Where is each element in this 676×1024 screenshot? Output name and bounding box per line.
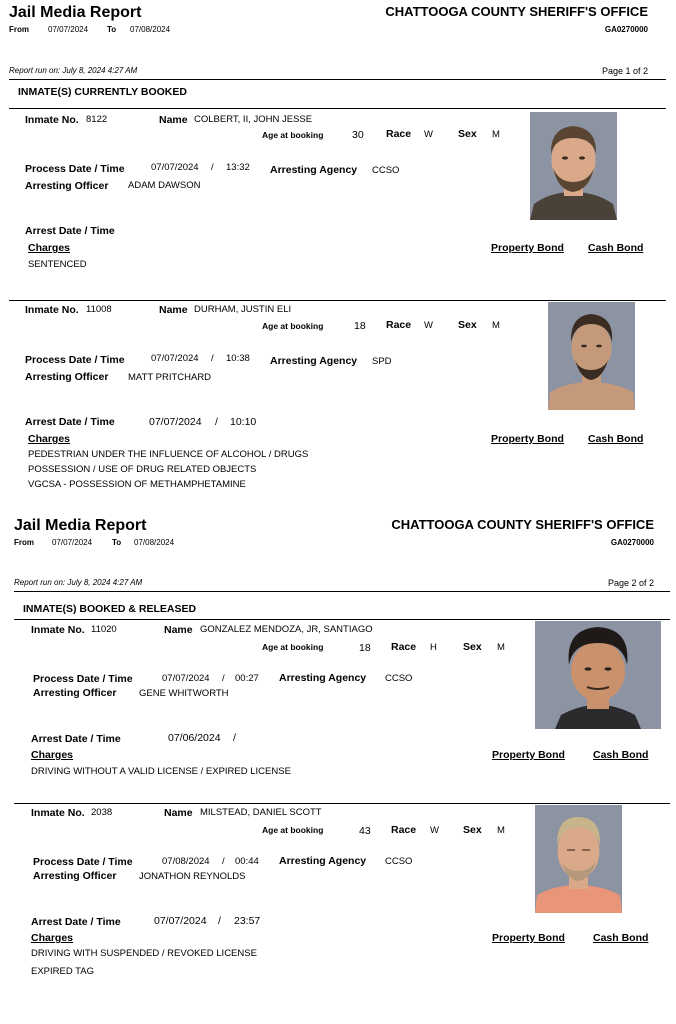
race-label: Race xyxy=(386,319,412,331)
divider xyxy=(9,79,666,80)
page-number: Page 2 of 2 xyxy=(607,578,654,588)
divider xyxy=(9,300,666,301)
report-title: Jail Media Report xyxy=(14,517,147,534)
age-label: Age at booking xyxy=(262,642,324,652)
slash: / xyxy=(222,856,225,867)
person-silhouette-icon xyxy=(535,805,622,913)
charge-item: VGCSA - POSSESSION OF METHAMPHETAMINE xyxy=(28,479,246,490)
cash-bond-label: Cash Bond xyxy=(593,932,649,944)
agency-name: CHATTOOGA COUNTY SHERIFF'S OFFICE xyxy=(391,517,654,532)
section-title: INMATE(S) CURRENTLY BOOKED xyxy=(18,86,187,98)
name-label: Name xyxy=(164,624,193,636)
inmate-no-value: 11008 xyxy=(86,304,112,315)
section-title: INMATE(S) BOOKED & RELEASED xyxy=(23,603,197,615)
cash-bond-label: Cash Bond xyxy=(593,749,649,761)
process-time: 00:27 xyxy=(235,673,259,684)
to-label: To xyxy=(107,25,117,34)
name-label: Name xyxy=(164,807,193,819)
property-bond-label: Property Bond xyxy=(491,242,564,254)
inmate-no-label: Inmate No. xyxy=(31,624,85,636)
officer-value: JONATHON REYNOLDS xyxy=(139,871,246,882)
from-date: 07/07/2024 xyxy=(52,538,93,547)
charge-item: DRIVING WITHOUT A VALID LICENSE / EXPIRED LICENSE xyxy=(31,766,291,777)
officer-label: Arresting Officer xyxy=(33,870,117,882)
age-label: Age at booking xyxy=(262,825,324,835)
person-silhouette-icon xyxy=(535,621,661,729)
officer-value: ADAM DAWSON xyxy=(128,180,201,191)
agency-label: Arresting Agency xyxy=(279,672,367,684)
sex-value: M xyxy=(497,825,505,836)
slash: / xyxy=(218,915,221,927)
cash-bond-label: Cash Bond xyxy=(588,433,644,445)
charges-label: Charges xyxy=(28,433,71,445)
sex-label: Sex xyxy=(458,319,477,331)
charges-label: Charges xyxy=(31,932,74,944)
name-label: Name xyxy=(159,114,188,126)
name-label: Name xyxy=(159,304,188,316)
slash: / xyxy=(211,353,214,364)
race-value: W xyxy=(424,129,433,140)
mugshot-photo xyxy=(548,302,635,410)
arrest-time: 10:10 xyxy=(230,416,257,428)
property-bond-label: Property Bond xyxy=(492,932,565,944)
charge-item: DRIVING WITH SUSPENDED / REVOKED LICENSE xyxy=(31,948,257,959)
race-value: H xyxy=(430,642,437,653)
mugshot-photo xyxy=(535,621,661,729)
process-time: 13:32 xyxy=(226,162,250,173)
inmate-no-label: Inmate No. xyxy=(25,304,79,316)
sex-label: Sex xyxy=(463,641,482,653)
age-label: Age at booking xyxy=(262,321,324,331)
mugshot-photo xyxy=(530,112,617,220)
divider xyxy=(9,108,666,109)
sex-value: M xyxy=(492,320,500,331)
name-value: COLBERT, II, JOHN JESSE xyxy=(194,114,313,125)
to-date: 07/08/2024 xyxy=(134,538,175,547)
officer-label: Arresting Officer xyxy=(25,371,109,383)
agency-label: Arresting Agency xyxy=(279,855,367,867)
process-label: Process Date / Time xyxy=(33,673,133,685)
age-value: 18 xyxy=(354,320,366,332)
inmate-no-label: Inmate No. xyxy=(31,807,85,819)
process-label: Process Date / Time xyxy=(33,856,133,868)
page-number: Page 1 of 2 xyxy=(601,66,648,76)
sex-value: M xyxy=(492,129,500,140)
slash: / xyxy=(222,673,225,684)
charge-item: SENTENCED xyxy=(28,259,87,270)
from-label: From xyxy=(14,538,34,547)
charge-item: PEDESTRIAN UNDER THE INFLUENCE OF ALCOHOL / DRUGS xyxy=(28,449,309,460)
slash: / xyxy=(233,732,236,744)
divider xyxy=(14,803,670,804)
cash-bond-label: Cash Bond xyxy=(588,242,644,254)
agency-label: Arresting Agency xyxy=(270,355,358,367)
slash: / xyxy=(215,416,218,428)
person-silhouette-icon xyxy=(530,112,617,220)
name-value: MILSTEAD, DANIEL SCOTT xyxy=(200,807,322,818)
from-label: From xyxy=(9,25,29,34)
charges-label: Charges xyxy=(31,749,74,761)
process-date: 07/08/2024 xyxy=(162,856,210,867)
charge-item: POSSESSION / USE OF DRUG RELATED OBJECTS xyxy=(28,464,257,475)
arrest-date: 07/07/2024 xyxy=(154,915,207,927)
name-value: DURHAM, JUSTIN ELI xyxy=(194,304,292,315)
process-label: Process Date / Time xyxy=(25,163,125,175)
process-date: 07/07/2024 xyxy=(151,162,199,173)
agency-label: Arresting Agency xyxy=(270,164,358,176)
charge-item: EXPIRED TAG xyxy=(31,966,94,977)
agency-name: CHATTOOGA COUNTY SHERIFF'S OFFICE xyxy=(385,4,648,19)
report-run-date: Report run on: July 8, 2024 4:27 AM xyxy=(14,578,143,587)
divider xyxy=(14,591,670,592)
inmate-no-value: 11020 xyxy=(91,624,117,635)
officer-value: GENE WHITWORTH xyxy=(139,688,229,699)
arrest-date: 07/07/2024 xyxy=(149,416,202,428)
to-date: 07/08/2024 xyxy=(130,25,171,34)
age-value: 43 xyxy=(359,825,371,837)
agency-value: CCSO xyxy=(385,673,413,684)
inmate-no-label: Inmate No. xyxy=(25,114,79,126)
charges-label: Charges xyxy=(28,242,71,254)
process-label: Process Date / Time xyxy=(25,354,125,366)
process-date: 07/07/2024 xyxy=(162,673,210,684)
process-time: 00:44 xyxy=(235,856,259,867)
race-label: Race xyxy=(386,128,412,140)
arrest-time: 23:57 xyxy=(234,915,261,927)
race-label: Race xyxy=(391,824,417,836)
report-run-date: Report run on: July 8, 2024 4:27 AM xyxy=(9,66,138,75)
agency-value: CCSO xyxy=(385,856,413,867)
slash: / xyxy=(211,162,214,173)
age-value: 30 xyxy=(352,129,364,141)
officer-value: MATT PRITCHARD xyxy=(128,372,212,383)
age-value: 18 xyxy=(359,642,371,654)
person-silhouette-icon xyxy=(548,302,635,410)
agency-value: CCSO xyxy=(372,165,400,176)
to-label: To xyxy=(112,538,122,547)
arrest-date: 07/06/2024 xyxy=(168,732,221,744)
race-value: W xyxy=(430,825,439,836)
inmate-no-value: 2038 xyxy=(91,807,113,818)
officer-label: Arresting Officer xyxy=(25,180,109,192)
sex-label: Sex xyxy=(463,824,482,836)
from-date: 07/07/2024 xyxy=(48,25,89,34)
property-bond-label: Property Bond xyxy=(492,749,565,761)
arrest-label: Arrest Date / Time xyxy=(25,225,115,237)
race-value: W xyxy=(424,320,433,331)
arrest-label: Arrest Date / Time xyxy=(31,916,121,928)
report-page-2 xyxy=(0,505,676,1024)
arrest-label: Arrest Date / Time xyxy=(31,733,121,745)
report-title: Jail Media Report xyxy=(9,4,142,21)
sex-value: M xyxy=(497,642,505,653)
arrest-label: Arrest Date / Time xyxy=(25,416,115,428)
mugshot-photo xyxy=(535,805,622,913)
divider xyxy=(14,619,670,620)
process-date: 07/07/2024 xyxy=(151,353,199,364)
process-time: 10:38 xyxy=(226,353,250,364)
agency-value: SPD xyxy=(372,356,392,367)
age-label: Age at booking xyxy=(262,130,324,140)
agency-code: GA0270000 xyxy=(610,538,654,547)
property-bond-label: Property Bond xyxy=(491,433,564,445)
race-label: Race xyxy=(391,641,417,653)
report-page-1 xyxy=(0,0,676,505)
officer-label: Arresting Officer xyxy=(33,687,117,699)
agency-code: GA0270000 xyxy=(604,25,648,34)
sex-label: Sex xyxy=(458,128,477,140)
name-value: GONZALEZ MENDOZA, JR, SANTIAGO xyxy=(200,624,373,635)
inmate-no-value: 8122 xyxy=(86,114,108,125)
